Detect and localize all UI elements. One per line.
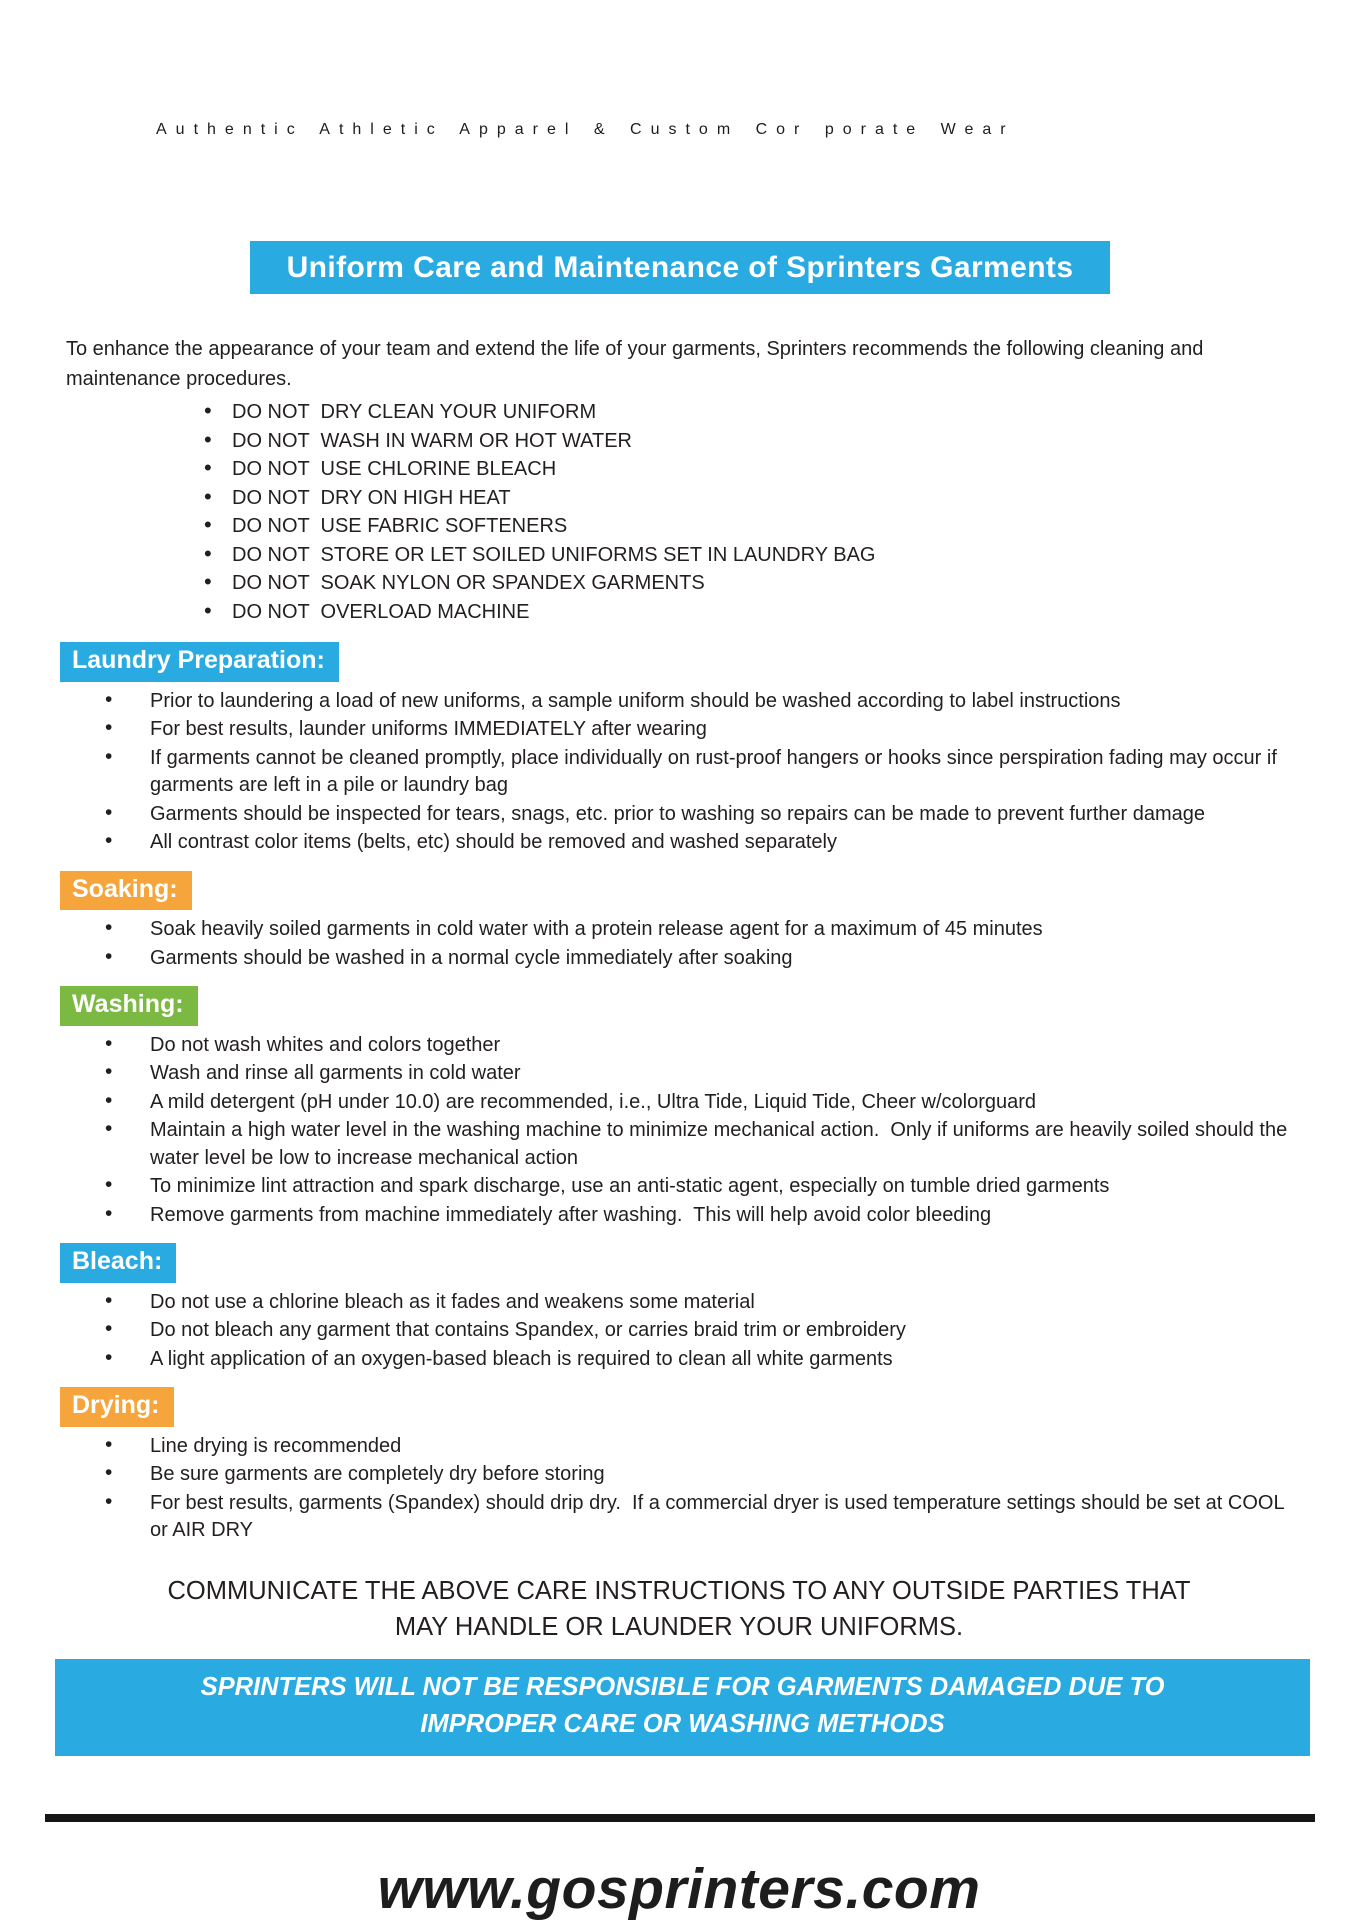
bullet-item: • Soak heavily soiled garments in cold water with a protein release agent for a maximum of 45 minutes	[105, 916, 1300, 944]
bullet-item: • Wash and rinse all garments in cold water	[105, 1060, 1300, 1088]
bullet-item: • Garments should be inspected for tears, snags, etc. prior to washing so repairs can be made to prevent further damage	[105, 801, 1300, 829]
section-heading-badge: Washing:	[60, 986, 198, 1026]
do-not-item: • DO NOT STORE OR LET SOILED UNIFORMS SET IN LAUNDRY BAG	[204, 541, 1358, 570]
care-section	[0, 986, 1358, 1229]
bullet-item: • For best results, garments (Spandex) should drip dry. If a commercial dryer is used temperature settings should be set at COOL or AIR DRY	[105, 1490, 1300, 1545]
bullet-item: • All contrast color items (belts, etc) should be removed and washed separately	[105, 829, 1300, 857]
section-heading-badge: Laundry Preparation:	[60, 642, 339, 682]
page-title: Uniform Care and Maintenance of Sprinters Garments	[286, 250, 1074, 284]
footer-divider	[45, 1814, 1315, 1822]
banner-line-1: SPRINTERS WILL NOT BE RESPONSIBLE FOR GARMENTS DAMAGED DUE TO	[200, 1672, 1165, 1701]
do-not-item: • DO NOT USE FABRIC SOFTENERS	[204, 512, 1358, 541]
communicate-line-2: MAY HANDLE OR LAUNDER YOUR UNIFORMS.	[394, 1612, 964, 1641]
bullet-item: • For best results, launder uniforms IMMEDIATELY after wearing	[105, 716, 1300, 744]
bullet-item: • Do not bleach any garment that contains Spandex, or carries braid trim or embroidery	[105, 1317, 1300, 1345]
bullet-item: • Do not wash whites and colors together	[105, 1032, 1300, 1060]
section-heading-badge: Soaking:	[60, 871, 192, 911]
do-not-item: • DO NOT USE CHLORINE BLEACH	[204, 455, 1358, 484]
bullet-item: • Do not use a chlorine bleach as it fades and weakens some material	[105, 1289, 1300, 1317]
section-bullet-list	[0, 916, 1358, 972]
intro-paragraph: To enhance the appearance of your team and extend the life of your garments, Sprinters recommends the following cleaning and maintenance procedures.	[66, 338, 1204, 390]
section-bullet-list	[0, 1433, 1358, 1545]
bullet-item: • A mild detergent (pH under 10.0) are recommended, i.e., Ultra Tide, Liquid Tide, Cheer w/colorguard	[105, 1089, 1300, 1117]
do-not-item: • DO NOT WASH IN WARM OR HOT WATER	[204, 427, 1358, 456]
bullet-item: • To minimize lint attraction and spark discharge, use an anti-static agent, especially on tumble dried garments	[105, 1173, 1300, 1201]
section-bullet-list	[0, 1289, 1358, 1374]
bullet-item: • Maintain a high water level in the washing machine to minimize mechanical action. Only if uniforms are heavily soiled should the water level be low to increase mechanical action	[105, 1117, 1300, 1172]
bullet-item: • Remove garments from machine immediately after washing. This will help avoid color bleeding	[105, 1202, 1300, 1230]
section-heading-badge: Bleach:	[60, 1243, 176, 1283]
do-not-item: • DO NOT DRY CLEAN YOUR UNIFORM	[204, 398, 1358, 427]
communicate-note	[0, 1573, 1358, 1645]
bullet-item: • A light application of an oxygen-based bleach is required to clean all white garments	[105, 1346, 1300, 1374]
care-section	[0, 1387, 1358, 1545]
bullet-item: • Line drying is recommended	[105, 1433, 1300, 1461]
section-heading-badge: Drying:	[60, 1387, 174, 1427]
communicate-line-1: COMMUNICATE THE ABOVE CARE INSTRUCTIONS TO ANY OUTSIDE PARTIES THAT	[167, 1576, 1191, 1605]
content-area	[0, 398, 1358, 1920]
care-sections	[0, 642, 1358, 1545]
do-not-item: • DO NOT SOAK NYLON OR SPANDEX GARMENTS	[204, 569, 1358, 598]
care-section	[0, 642, 1358, 857]
do-not-item: • DO NOT DRY ON HIGH HEAT	[204, 484, 1358, 513]
website-url: www.gosprinters.com	[377, 1856, 981, 1920]
section-bullet-list	[0, 688, 1358, 857]
bullet-item: • If garments cannot be cleaned promptly, place individually on rust-proof hangers or hooks since perspiration fading may occur if garments are left in a pile or laundry bag	[105, 745, 1300, 800]
bullet-item: • Garments should be washed in a normal cycle immediately after soaking	[105, 945, 1300, 973]
bullet-item: • Be sure garments are completely dry before storing	[105, 1461, 1300, 1489]
bullet-item: • Prior to laundering a load of new uniforms, a sample uniform should be washed according to label instructions	[105, 688, 1300, 716]
do-not-item: • DO NOT OVERLOAD MACHINE	[204, 598, 1358, 627]
care-section	[0, 1243, 1358, 1373]
care-section	[0, 871, 1358, 973]
company-tagline: Authentic Athletic Apparel & Custom Cor porate Wear	[156, 121, 1015, 138]
responsibility-banner	[55, 1659, 1310, 1756]
section-bullet-list	[0, 1032, 1358, 1230]
banner-line-2: IMPROPER CARE OR WASHING METHODS	[420, 1709, 945, 1738]
do-not-list	[0, 398, 1358, 626]
title-bar	[250, 241, 1110, 294]
